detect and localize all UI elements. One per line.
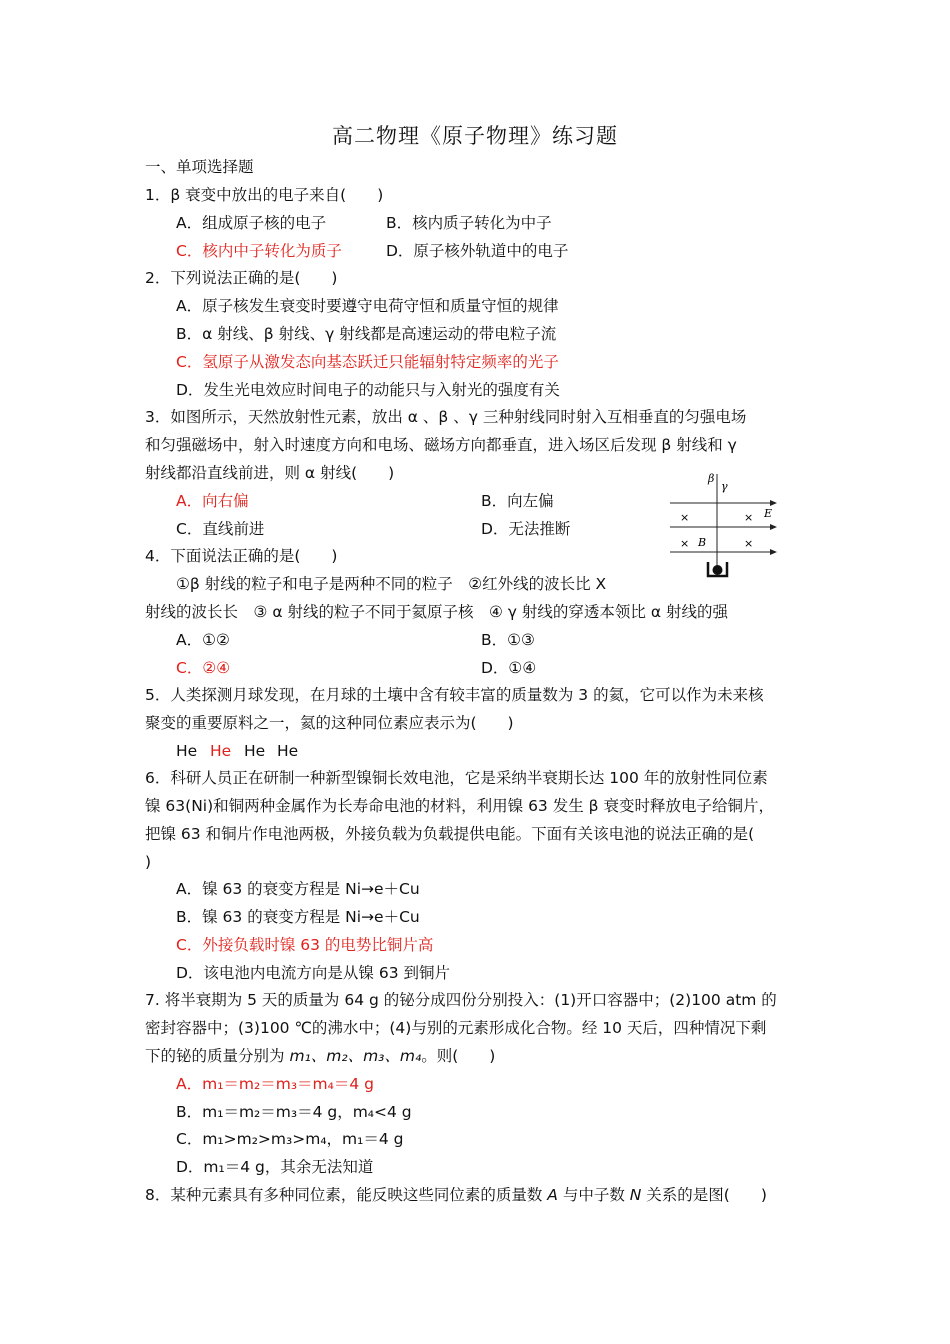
q7-stem-line3-suffix: 。则( ) [421, 1047, 496, 1065]
q4-option-c-answer: C．②④ [176, 659, 231, 677]
q5-option-b-answer: He [210, 742, 232, 760]
q7-stem-line2: 密封容器中；(3)100 ℃的沸水中；(4)与别的元素形成化合物。经 10 天后，四种情况下剩 [145, 1019, 767, 1037]
arrow-head-middle-icon [770, 524, 777, 530]
q7-stem-line1: 7. 将半衰期为 5 天的质量为 64 g 的铋分成四份分别投入：(1)开口容器中；(2)100 atm 的 [145, 991, 777, 1009]
q3-option-d: D．无法推断 [481, 520, 571, 538]
q1-stem: 1．β 衰变中放出的电子来自( ) [145, 186, 384, 204]
q3-option-c: C．直线前进 [176, 520, 265, 538]
cross-mark: × [680, 511, 690, 524]
q1-option-d: D．原子核外轨道中的电子 [386, 242, 569, 260]
q8-var-a: A [547, 1186, 558, 1204]
radioactive-source-icon [713, 565, 723, 575]
magnetic-field-label: B [698, 536, 707, 549]
q6-stem-line1: 6．科研人员正在研制一种新型镍铜长效电池，它是采纳半衰期长达 100 年的放射性同位素 [145, 769, 768, 787]
q7-option-d: D．m₁＝4 g，其余无法知道 [176, 1158, 374, 1176]
q2-option-d: D．发生光电效应时间电子的动能只与入射光的强度有关 [176, 381, 560, 399]
q2-option-b: B．α 射线、β 射线、γ 射线都是高速运动的带电粒子流 [176, 325, 557, 343]
q3-stem-line3: 射线都沿直线前进，则 α 射线( ) [145, 464, 395, 482]
q8-stem-middle: 与中子数 [557, 1186, 630, 1204]
q4-option-b: B．①③ [481, 631, 535, 649]
section-heading: 一、单项选择题 [145, 158, 254, 176]
q7-stem-line3-prefix: 下的铋的质量分别为 [145, 1047, 290, 1065]
q6-stem-line2: 镍 63(Ni)和铜两种金属作为长寿命电池的材料，利用镍 63 发生 β 衰变时释放电子给铜片， [145, 797, 774, 815]
q8-stem-suffix: 关系的是图( ) [641, 1186, 767, 1204]
q3-stem-line1: 3．如图所示，天然放射性元素，放出 α 、β 、γ 三种射线同时射入互相垂直的匀强电场 [145, 408, 747, 426]
q7-mass-variables: m₁、m₂、m₃、m₄ [289, 1047, 422, 1065]
field-diagram [664, 470, 784, 580]
q1-option-c-answer: C．核内中子转化为质子 [176, 242, 342, 260]
q4-option-a: A．①② [176, 631, 230, 649]
q5-stem-line2: 聚变的重要原料之一，氦的这种同位素应表示为( ) [145, 714, 514, 732]
q7-option-c: C．m₁>m₂>m₃>m₄，m₁＝4 g [176, 1130, 404, 1148]
q7-option-b: B．m₁＝m₂＝m₃＝4 g，m₄<4 g [176, 1103, 412, 1121]
gamma-label: γ [721, 480, 728, 493]
q8-stem [145, 1185, 767, 1205]
q6-option-a: A．镍 63 的衰变方程是 Ni→e＋Cu [176, 880, 420, 898]
q2-stem: 2．下列说法正确的是( ) [145, 269, 338, 287]
q6-option-c-answer: C．外接负载时镍 63 的电势比铜片高 [176, 936, 434, 954]
arrow-head-top-icon [770, 500, 777, 506]
document-title: 高二物理《原子物理》练习题 [332, 124, 618, 148]
q6-stem-line4: ) [145, 853, 152, 871]
q4-option-d: D．①④ [481, 659, 537, 677]
q2-option-c-answer: C．氢原子从激发态向基态跃迁只能辐射特定频率的光子 [176, 353, 559, 371]
q4-stem: 4．下面说法正确的是( ) [145, 547, 338, 565]
q3-stem-line2: 和匀强磁场中，射入时速度方向和电场、磁场方向都垂直，进入场区后发现 β 射线和 γ [145, 436, 737, 454]
cross-mark: × [680, 537, 690, 550]
q4-statements-line1: ①β 射线的粒子和电子是两种不同的粒子 ②红外线的波长比 X [176, 575, 607, 593]
q4-statements-line2: 射线的波长长 ③ α 射线的粒子不同于氦原子核 ④ γ 射线的穿透本领比 α 射线的强 [145, 603, 728, 621]
q7-stem-line3 [145, 1046, 495, 1066]
cross-mark: × [744, 537, 754, 550]
q5-option-a: He [176, 742, 198, 760]
q1-option-b: B．核内质子转化为中子 [386, 214, 552, 232]
electric-field-label: E [764, 507, 773, 520]
q3-option-a-answer: A．向右偏 [176, 492, 249, 510]
q6-option-d: D．该电池内电流方向是从镍 63 到铜片 [176, 964, 451, 982]
q7-option-a-answer: A．m₁＝m₂＝m₃＝m₄＝4 g [176, 1075, 374, 1093]
q1-option-a: A．组成原子核的电子 [176, 214, 327, 232]
q5-stem-line1: 5．人类探测月球发现，在月球的土壤中含有较丰富的质量数为 3 的氦，它可以作为未来核 [145, 686, 764, 704]
beta-label: β [708, 472, 715, 485]
arrow-head-bottom-icon [770, 549, 777, 555]
q5-option-d: He [277, 742, 299, 760]
q3-option-b: B．向左偏 [481, 492, 554, 510]
q8-var-n: N [629, 1186, 642, 1204]
q8-stem-prefix: 8．某种元素具有多种同位素，能反映这些同位素的质量数 [145, 1186, 548, 1204]
q5-option-c: He [244, 742, 266, 760]
q6-option-b: B．镍 63 的衰变方程是 Ni→e＋Cu [176, 908, 420, 926]
q2-option-a: A．原子核发生衰变时要遵守电荷守恒和质量守恒的规律 [176, 297, 559, 315]
q6-stem-line3: 把镍 63 和铜片作电池两极，外接负载为负载提供电能。下面有关该电池的说法正确的是( [145, 825, 755, 843]
cross-mark: × [744, 511, 754, 524]
